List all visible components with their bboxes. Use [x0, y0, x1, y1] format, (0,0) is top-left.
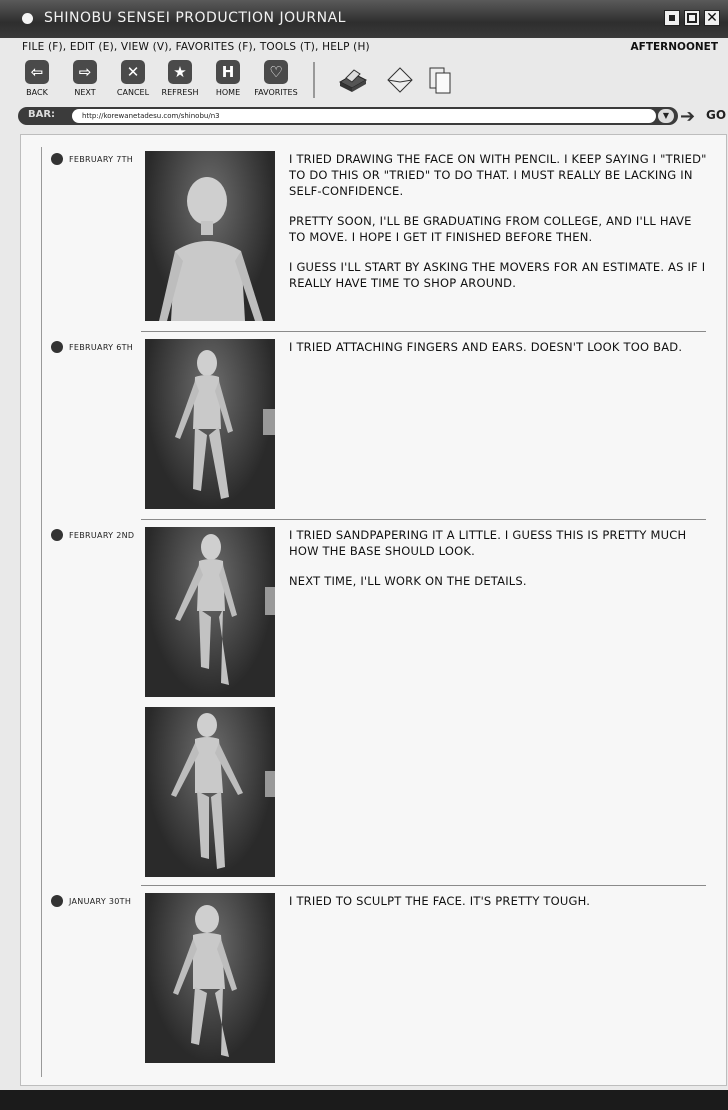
star-icon: ★ [168, 60, 192, 84]
maximize-button[interactable] [684, 10, 700, 26]
window-title: SHINOBU SENSEI PRODUCTION JOURNAL [44, 10, 346, 26]
entry-date: FEBRUARY 6TH [69, 343, 134, 352]
entry-paragraph: I TRIED ATTACHING FINGERS AND EARS. DOESN'T LOOK TOO BAD. [289, 340, 683, 354]
address-bar [18, 107, 678, 125]
menu-items[interactable]: FILE (F), EDIT (E), VIEW (V), FAVORITES (F), TOOLS (T), HELP (H) [22, 41, 370, 53]
refresh-button[interactable] [155, 60, 205, 97]
figure-photo [145, 893, 275, 1063]
figure-silhouette [145, 707, 275, 877]
entry-bullet [51, 341, 63, 353]
timeline-line [41, 147, 42, 1077]
page-content [20, 134, 727, 1086]
entry-divider [141, 331, 706, 332]
refresh-label: REFRESH [161, 88, 199, 97]
entry-date: JANUARY 30TH [69, 897, 132, 906]
entry-divider [141, 885, 706, 886]
close-button[interactable]: ✕ [704, 10, 720, 26]
mail-icon[interactable] [384, 64, 416, 96]
cancel-label: CANCEL [116, 88, 150, 97]
toolbar-separator [313, 62, 315, 98]
brand-label: AFTERNOONET [630, 41, 718, 53]
window-controls [664, 10, 720, 26]
cancel-button[interactable] [108, 60, 158, 97]
toolbar [0, 58, 728, 104]
address-label: BAR: [28, 109, 56, 120]
entry-paragraph: I TRIED TO SCULPT THE FACE. IT'S PRETTY TOUGH. [289, 894, 591, 908]
home-h-icon: H [216, 60, 240, 84]
entry-divider [141, 519, 706, 520]
back-label: BACK [26, 88, 48, 97]
figure-silhouette [145, 527, 275, 697]
entry-bullet [51, 153, 63, 165]
figure-silhouette [145, 893, 275, 1063]
next-label: NEXT [74, 88, 96, 97]
next-button[interactable] [60, 60, 110, 97]
entry-paragraph: I TRIED DRAWING THE FACE ON WITH PENCIL. I KEEP SAYING I "TRIED" TO DO THIS OR "TRIED" TO DO THAT. I MUST REALLY BE LACKING IN SELF-CONFIDENCE. [289, 152, 707, 198]
copy-pages-icon[interactable] [426, 64, 458, 96]
back-button[interactable] [12, 60, 62, 97]
go-arrow-icon[interactable]: ➔ [680, 106, 696, 127]
entry-paragraph: PRETTY SOON, I'LL BE GRADUATING FROM COLLEGE, AND I'LL HAVE TO MOVE. I HOPE I GET IT FINISHED BEFORE THEN. [289, 214, 692, 244]
entry-paragraph: I TRIED SANDPAPERING IT A LITTLE. I GUESS THIS IS PRETTY MUCH HOW THE BASE SHOULD LOOK. [289, 528, 687, 558]
entry-text [289, 151, 709, 305]
entry-bullet [51, 895, 63, 907]
figure-silhouette [145, 151, 275, 321]
figure-photo [145, 339, 275, 509]
back-arrow-icon: ⇦ [25, 60, 49, 84]
favorites-label: FAVORITES [254, 88, 298, 97]
entry-text [289, 527, 709, 603]
next-arrow-icon: ⇨ [73, 60, 97, 84]
cancel-x-icon: ✕ [121, 60, 145, 84]
entry-date: FEBRUARY 2ND [69, 531, 135, 540]
figure-photo [145, 151, 275, 321]
figure-photo [145, 527, 275, 697]
minimize-button[interactable] [664, 10, 680, 26]
printer-icon[interactable] [336, 64, 368, 96]
heart-icon: ♡ [264, 60, 288, 84]
home-button[interactable] [203, 60, 253, 97]
entry-bullet [51, 529, 63, 541]
entry-text [289, 893, 709, 923]
figure-photo [145, 707, 275, 877]
chevron-down-icon[interactable]: ▼ [658, 109, 674, 123]
entry-date: FEBRUARY 7TH [69, 155, 134, 164]
go-button[interactable]: GO [706, 108, 727, 122]
entry-text [289, 339, 709, 369]
entry-paragraph: I GUESS I'LL START BY ASKING THE MOVERS FOR AN ESTIMATE. AS IF I REALLY HAVE TIME TO SHOP AROUND. [289, 260, 706, 290]
menu-bar [0, 38, 728, 58]
address-input[interactable]: http://korewanetadesu.com/shinobu/n3 [72, 109, 656, 123]
entry-paragraph: NEXT TIME, I'LL WORK ON THE DETAILS. [289, 574, 527, 588]
favorites-button[interactable] [251, 60, 301, 97]
window-icon [22, 13, 33, 24]
figure-silhouette [145, 339, 275, 509]
title-bar [0, 0, 728, 38]
home-label: HOME [215, 88, 241, 97]
